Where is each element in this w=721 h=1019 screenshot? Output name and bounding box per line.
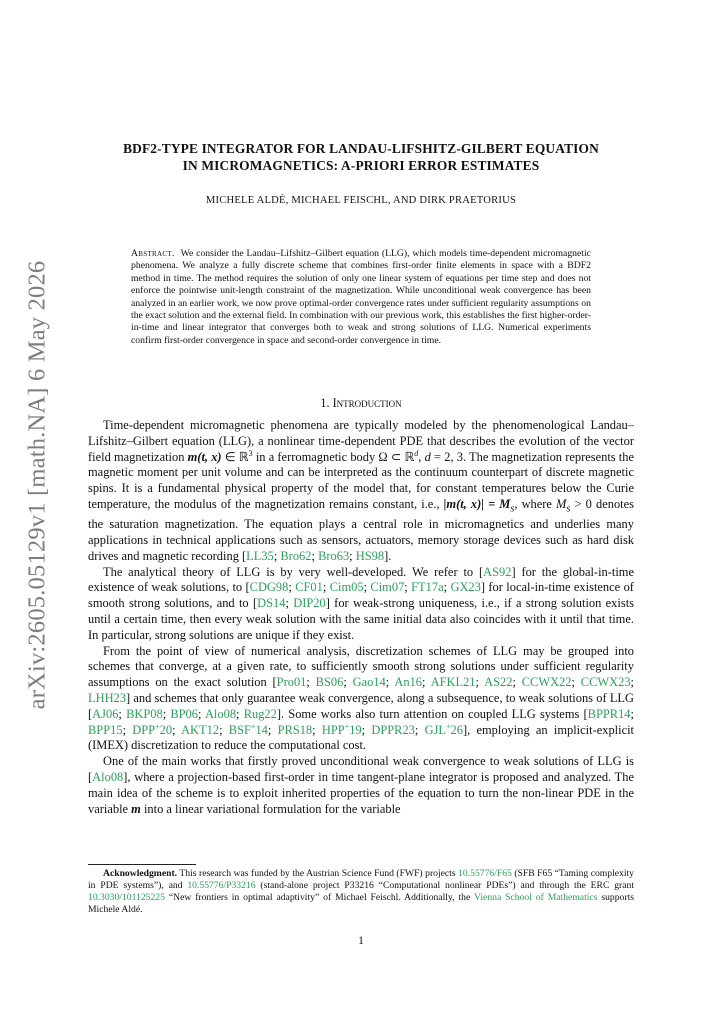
citation-link[interactable]: AS22	[484, 675, 513, 690]
text-run: Time-dependent micromagnetic phenomena are typically modeled by the phenomenological Landau–Lifshitz–Gilbert equation (LLG), a nonlinear time-dependent PDE that describes the evolution of the vector field magnetization	[88, 418, 634, 464]
text-run: supports Michele Aldé.	[88, 892, 634, 916]
citation-link[interactable]: BKP08	[126, 706, 163, 721]
acknowledgment-footnote	[88, 868, 634, 916]
math-ms: M	[556, 496, 567, 511]
doi-link-erc[interactable]: 10.3030/101125225	[88, 892, 165, 904]
citation-link[interactable]: CDG98	[249, 580, 289, 595]
page-number: 1	[358, 935, 364, 947]
text-run: The analytical theory of LLG is by very well-developed. We refer to [	[103, 564, 484, 579]
citation-list: LL35; Bro62; Bro63; HS98	[246, 548, 385, 563]
citation-link[interactable]: An16	[394, 675, 423, 690]
paragraph-3	[88, 644, 634, 755]
text-run: into a linear variational formulation for the variable	[140, 801, 401, 816]
citation-link[interactable]: DIP20	[293, 596, 326, 611]
doi-link-f65[interactable]: 10.55776/F65	[458, 868, 512, 879]
math-sup-3: 3	[248, 448, 253, 458]
vsm-link[interactable]: Vienna School of Mathematics	[474, 892, 598, 904]
citation-link[interactable]: DPP+20	[132, 721, 173, 737]
citation-list	[92, 770, 123, 784]
math-m: m	[131, 801, 141, 816]
text-run: (SFB F65 “Taming complexity in PDE systems”), and	[88, 868, 634, 892]
citation-link[interactable]: BSF+14	[228, 721, 268, 737]
citation-link[interactable]: Bro63	[318, 548, 350, 563]
citation-list: AJ06; BKP08; BP06; Alo08; Rug22	[92, 706, 277, 721]
title-line-2: IN MICROMAGNETICS: A-PRIORI ERROR ESTIMATES	[182, 158, 540, 173]
text-run: ], where a projection-based first-order in time tangent-plane integrator is proposed and analyzed. The main idea of the scheme is to exploit inherited properties of the equation to turn the non-linear PDE in the variable	[88, 770, 634, 816]
citation-link[interactable]: AJ06	[92, 706, 119, 721]
citation-link[interactable]: AKT12	[181, 722, 220, 737]
paragraph-1: Time-dependent micromagnetic phenomena are typically modeled by the phenomenological Landau–Lifshitz–Gilbert equation (LLG), a nonlinear time-dependent PDE that describes the evolution of the vector field magnetization m(t, x) ∈ ℝ$^3$ in a ferromagnetic body Ω ⊂ ℝ$^d$, d = 2, 3. The magnetization represents the magnetic moment per unit volume and can be interpreted as the continuum counterpart of discrete magnetic spins. It is a fundamental physical property of the model that, for constant temperatures below the Curie temperature, the modulus of the magnetization remains constant, i.e., |m(t, $x)| = M_s$, where $M_s > 0$ denotes the saturation magnetization. The equation plays a central role in micromagnetics and underlies many applications in technical applications such as sensors, actuators, memory storage devices such as hard disk drives and magnetic recording [LL35; Bro62; Bro63; HS98].	[88, 418, 634, 563]
citation-link[interactable]: Bro62	[280, 548, 312, 563]
text-run: = 2, 3. The magnetization represents the magnetic moment per unit volume and can be interpreted as the continuum counterpart of discrete magnetic spins. It is a fundamental physical property of the model that, for constant temperatures below the Curie temperature, the modulus of the magnetization remains constant, i.e.,	[88, 449, 634, 511]
citation-link[interactable]: FT17a	[411, 580, 444, 595]
citation-link[interactable]: Alo08	[92, 770, 124, 785]
text-run: , where	[514, 496, 557, 511]
footnote-rule	[88, 864, 196, 865]
text-run: ] and schemes that only guarantee weak convergence, along a subsequence, to weak solutions of LLG [	[88, 691, 634, 721]
text-run: One of the main works that firstly proved unconditional weak convergence to weak solutions of LLG is [	[88, 754, 634, 785]
paragraph-4	[88, 754, 634, 817]
citation-list: DS14; DIP20	[257, 596, 326, 611]
text-run: This research was funded by the Austrian Science Fund (FWF) projects	[179, 868, 459, 879]
text-run: denotes the saturation magnetization. The equation plays a central role in micromagnetics and underlies many applications in technical applications such as sensors, actuators, memory storage devices such as hard disk drives and magnetic recording [	[88, 496, 634, 563]
text-run: ] for weak-strong uniqueness, i.e., if a strong solution exists until a certain time, then every weak solution with the same initial data also coincides with it until that time. In particular, strong solutions are unique if they exist.	[88, 596, 634, 642]
citation-link[interactable]: AFKL21	[430, 675, 476, 690]
text-run: “New frontiers in optimal adaptivity” of Michael Feischl. Additionally, the	[164, 892, 474, 904]
arxiv-identifier-stamp	[12, 260, 62, 710]
citation-link[interactable]: HPP+19	[321, 721, 362, 737]
section-heading	[88, 396, 634, 411]
citation-link[interactable]: GJL+26	[424, 721, 463, 737]
text-run: ], employing an implicit-explicit (IMEX) discretization to reduce the computational cost.	[88, 722, 635, 753]
math-in-r3: ∈ ℝ	[221, 449, 249, 464]
math-m-tx: m(t, x)	[187, 449, 222, 464]
citation-link[interactable]: BP06	[170, 706, 198, 721]
arxiv-identifier: arXiv:2605.05129v1 [math.NA] 6 May 2026	[23, 260, 50, 710]
math-sub-s: s	[566, 503, 571, 515]
citation-link[interactable]: Rug22	[243, 706, 277, 721]
text-run: ] for local-in-time existence of smooth strong solutions, and to [	[88, 580, 634, 611]
text-run: (stand-alone project P33216 “Computational nonlinear PDEs”) and through the ERC grant	[255, 880, 634, 892]
citation-link[interactable]: CF01	[295, 580, 323, 595]
author-list: MICHELE ALDÉ, MICHAEL FEISCHL, AND DIRK PRAETORIUS	[205, 195, 517, 206]
citation-link[interactable]: CCWX22	[521, 675, 572, 690]
acknowledgment-heading: Acknowledgment.	[103, 868, 178, 879]
math-sup-d: d	[414, 448, 419, 458]
citation-list: Pro01; BS06; Gao14; An16; AFKL21; AS22; CCWX22; CCWX23; LHH23	[88, 675, 634, 706]
citation-link[interactable]: DS14	[257, 596, 286, 611]
citation-link[interactable]: Cim07	[370, 580, 405, 595]
section-title: Introduction	[332, 396, 402, 410]
text-run: ]. Some works also turn attention on coupled LLG systems [	[276, 706, 588, 721]
citation-link[interactable]: PRS18	[277, 722, 313, 737]
abstract-text: We consider the Landau–Lifshitz–Gilbert equation (LLG), which models time-dependent micromagnetic phenomena. We analyze a fully discrete scheme that combines first-order finite elements in space with a BDF2 method in time. The method requires the solution of only one linear system of equations per time step and does not enforce the pointwise unit-length constraint of the magnetization. While unconditional weak convergence has been analyzed in an earlier work, we now prove optimal-order convergence rates under sufficient regularity assumptions on the exact solution and the external field. In combination with our previous work, this establishes the first higher-order-in-time and linear integrator that converges both to weak and strong solutions of LLG. Numerical experiments confirm first-order convergence in space and second-order convergence in time.	[131, 248, 591, 346]
citation-link[interactable]: Pro01	[276, 675, 307, 690]
citation-list: CDG98; CF01; Cim05; Cim07; FT17a; GX23	[249, 580, 481, 595]
text-run: in a ferromagnetic body Ω ⊂ ℝ	[252, 449, 415, 464]
citation-list	[483, 565, 511, 579]
citation-list: BPPR14; BPP15; DPP+20; AKT12; BSF+14; PRS18; HPP+19; DPPR23; GJL+26	[88, 706, 634, 737]
abstract-heading: Abstract.	[131, 248, 175, 259]
abstract	[131, 248, 591, 347]
text-run: ,	[418, 449, 425, 464]
math-modulus: |m(t, x)| = M	[443, 496, 511, 511]
citation-link[interactable]: LHH23	[88, 691, 126, 706]
citation-link[interactable]: CCWX23	[580, 675, 631, 690]
text-run: ] for the global-in-time existence of weak solutions, to [	[88, 564, 634, 595]
math-gt0: > 0	[570, 496, 592, 511]
body-text	[88, 418, 634, 817]
title-line-1: BDF2-TYPE INTEGRATOR FOR LANDAU-LIFSHITZ-GILBERT EQUATION	[123, 141, 599, 156]
section-number: 1.	[320, 396, 330, 410]
math-sub-s: s	[510, 503, 515, 515]
doi-link-p33216[interactable]: 10.55776/P33216	[187, 880, 256, 892]
citation-link[interactable]: DPPR23	[371, 722, 415, 737]
math-d: d	[424, 449, 431, 464]
paper-title	[88, 140, 634, 174]
citation-link[interactable]: Cim05	[329, 580, 364, 595]
citation-link[interactable]: BPP15	[88, 722, 123, 737]
citation-link[interactable]: HS98	[355, 548, 385, 563]
citation-link[interactable]: Alo08	[204, 706, 237, 721]
paragraph-2	[88, 565, 634, 644]
citation-link[interactable]: BPPR14	[587, 706, 631, 721]
citation-link[interactable]: LL35	[246, 548, 274, 563]
citation-link[interactable]: Gao14	[352, 675, 386, 690]
text-run: From the point of view of numerical analysis, discretization schemes of LLG may be grouped into schemes that converge, at a given rate, to sufficiently smooth strong solutions under sufficient regularity assumptions on the exact solution [	[88, 643, 634, 690]
citation-link[interactable]: BS06	[315, 675, 344, 690]
citation-link[interactable]: GX23	[450, 580, 481, 595]
citation-link[interactable]: AS92	[483, 564, 512, 579]
